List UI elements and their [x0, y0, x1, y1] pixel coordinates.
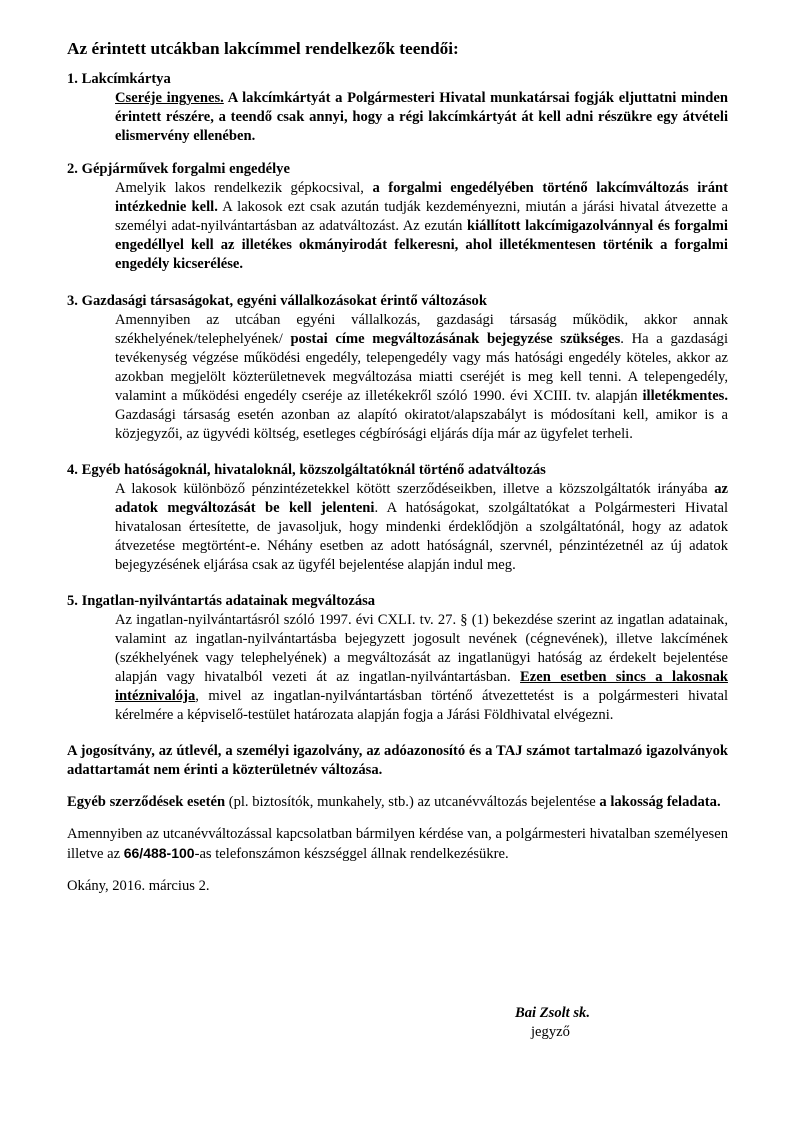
document-page — [67, 38, 728, 909]
text-run: A lakcímkártyát a Polgármesteri Hivatal munkatársai fogják eljuttatni minden érintett részére, a teendő csak annyi, hogy a régi lakcímkártyát át kell adni részükre egy átvételi elismervény ellenében. — [115, 90, 728, 144]
text-run: kiállított lakcímigazolvánnyal és forgalmi engedéllyel kell az illetékes okmányirodát felkeresni, ahol illetékmentesen történik a forgalmi engedély kicserélése. — [115, 218, 728, 272]
text-run: a forgalmi engedélyében történő lakcímváltozás iránt intézkednie kell. — [115, 180, 729, 215]
text-run: Amelyik lakos rendelkezik gépkocsival, — [115, 180, 373, 196]
text-run: Cseréje ingyenes. — [115, 90, 224, 106]
text-run: 66/488-100 — [123, 845, 195, 861]
text-run: illetékmentes. — [642, 388, 728, 404]
text-run: Okány, 2016. március 2. — [67, 878, 210, 894]
section-body — [115, 89, 728, 146]
section-gazdasagi-tarsasagok — [67, 292, 728, 444]
text-run: postai címe megváltozásának bejegyzése szükséges — [290, 331, 621, 347]
signature-name: Bai Zsolt sk. — [515, 1005, 591, 1021]
section-body — [115, 179, 728, 274]
text-run: A jogosítvány, az útlevél, a személyi igazolvány, az adóazonosító és a TAJ számot tartalmazó igazolványok adattartamát nem érinti a közterületnév változása. — [67, 743, 728, 778]
section-heading: 3. Gazdasági társaságokat, egyéni vállalkozásokat érintő változások — [67, 293, 487, 309]
section-body — [115, 311, 728, 444]
section-body — [115, 611, 728, 725]
section-egyeb-hatosagok — [67, 461, 728, 575]
text-run: a lakosság feladata. — [599, 794, 721, 810]
text-run: A lakosok különböző pénzintézetekkel kötött szerződéseikben, illetve a közszolgáltatók irányába — [115, 481, 715, 497]
section-heading: 4. Egyéb hatóságoknál, hivataloknál, közszolgáltatóknál történő adatváltozás — [67, 462, 546, 478]
text-run: Amennyiben az utcában egyéni vállalkozás, gazdasági társaság működik, akkor annak székhelyének/telephelyének/ — [115, 312, 728, 347]
text-run: -as telefonszámon készséggel állnak rendelkezésükre. — [194, 846, 509, 862]
section-ingatlan-nyilvantartas — [67, 592, 728, 725]
note-documents-unaffected — [67, 742, 728, 780]
text-run: A lakosok ezt csak azután tudják kezdeményezni, miután a járási hivatal átvezette a személyi adat-nyilvántartásban az adatváltozást. Az ezután — [115, 199, 728, 234]
section-heading: 2. Gépjárművek forgalmi engedélye — [67, 161, 290, 177]
text-run: Amennyiben az utcanévváltozással kapcsolatban bármilyen kérdése van, a polgármesteri hivatalban személyesen illetve az — [67, 826, 728, 862]
date-line — [67, 877, 728, 896]
signature-role: jegyző — [531, 1024, 570, 1040]
note-contact-phone — [67, 825, 728, 864]
section-heading: 5. Ingatlan-nyilvántartás adatainak megváltozása — [67, 593, 376, 609]
note-other-contracts — [67, 793, 728, 812]
section-body — [115, 480, 728, 575]
signature-block — [515, 1004, 590, 1042]
text-run: az adatok megváltozását be kell jelenteni — [115, 481, 728, 516]
text-run: . Ha a gazdasági tevékenység végzése működési engedély, telepengedély vagy más hatósági engedély köteles, akkor az azokban megjelölt közterületnevek megváltozása miatti cseréjét is meg kell tenni. A telepengedély, valamint a működési engedély cseréje az illetékekről szóló 1990. évi XCIII. tv. alapján — [115, 331, 728, 404]
section-forgalmi-engedely — [67, 160, 728, 274]
text-run: Az ingatlan-nyilvántartásról szóló 1997. évi CXLI. tv. 27. § (1) bekezdése szerint az ingatlan adatainak, valamint az ingatlan-nyilvántartásba bejegyzett jogosult nevének (cégnevének), illetve lakcímének (székhelyének vagy telephelyének) a megváltozását az ingatlanügyi hatóság az érdekelt bejelentése alapján vagy hivatalból vezeti át az ingatlan-nyilvántartásban. — [115, 612, 728, 685]
text-run: (pl. biztosítók, munkahely, stb.) az utcanévváltozás bejelentése — [225, 794, 600, 810]
text-run: Egyéb szerződések esetén — [67, 794, 226, 810]
text-run: Ezen esetben sincs a lakosnak intéznivalója — [115, 669, 728, 704]
document-title: Az érintett utcákban lakcímmel rendelkezők teendői: — [67, 39, 459, 58]
text-run: Gazdasági társaság esetén azonban az alapító okiratot/alapszabályt is módosítani kell, amikor is a közjegyzői, az ügyvédi költség, esetleges cégbírósági eljárás díja már az ügyfelet terheli. — [115, 407, 728, 442]
text-run: , mivel az ingatlan-nyilvántartásban történő átvezettetést is a polgármesteri hivatal kérelmére a képviselő-testület határozata alapján fogja a Járási Földhivatal elvégezni. — [115, 688, 728, 723]
section-lakcimkartya — [67, 70, 728, 146]
text-run: . A hatóságokat, szolgáltatókat a Polgármesteri Hivatal hivatalosan értesítette, de javasoljuk, hogy mindenki érdeklődjön a szolgáltatónál, hogy az adatok átvezetése megtörtént-e. Néhány esetben az adott hatóságnál, szervnél, pénzintézetnél az új adatok bejegyzésének eljárása csak az ügyfél bejelentése alapján indul meg. — [115, 500, 728, 573]
section-heading: 1. Lakcímkártya — [67, 71, 171, 87]
